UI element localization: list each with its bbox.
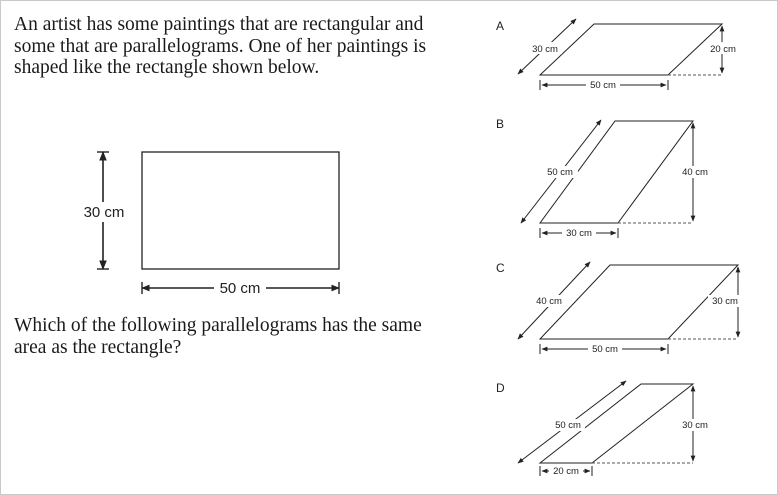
rect-width-label: 50 cm (219, 280, 261, 297)
base-label: 30 cm (566, 228, 592, 239)
question-prompt: Which of the following parallelograms has the same area as the rectangle? (14, 315, 422, 358)
option-letter: C (496, 261, 505, 275)
option-letter: B (496, 117, 505, 131)
parallelogram-shape (540, 24, 722, 75)
side-label: 40 cm (536, 296, 562, 307)
rectangle-figure (80, 152, 339, 298)
rectangle-shape (142, 152, 339, 269)
height-label: 30 cm (682, 420, 708, 431)
side-label: 50 cm (555, 420, 581, 431)
rect-height-label: 30 cm (83, 204, 125, 221)
side-label: 30 cm (532, 44, 558, 55)
height-label: 40 cm (682, 167, 708, 178)
base-label: 20 cm (553, 466, 579, 477)
option-b (496, 117, 712, 239)
side-label: 50 cm (547, 167, 573, 178)
option-letter: D (496, 381, 505, 395)
height-label: 20 cm (710, 44, 736, 55)
question-stem: An artist has some paintings that are rectangular and some that are parallelograms. One of her paintings is shaped like the rectangle shown below. (14, 14, 427, 78)
option-d (496, 381, 712, 477)
height-label: 30 cm (712, 296, 738, 307)
base-label: 50 cm (592, 344, 618, 355)
option-c (496, 261, 742, 355)
base-label: 50 cm (590, 80, 616, 91)
option-letter: A (496, 19, 505, 33)
option-a (496, 19, 740, 91)
